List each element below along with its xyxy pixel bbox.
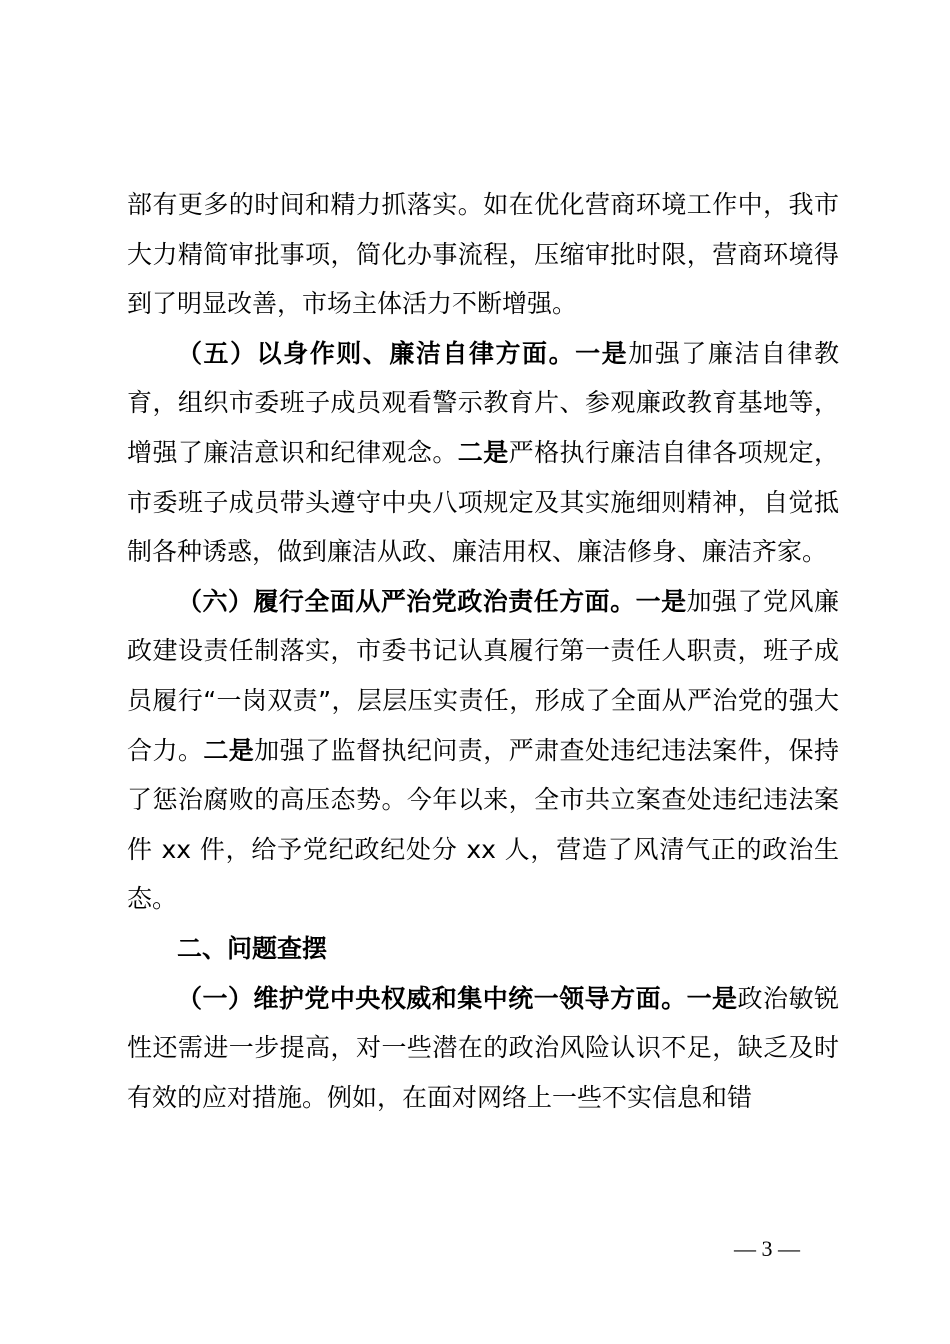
page-number: — 3 — xyxy=(734,1236,800,1261)
text-run: 部有更多的时间和精力抓落实。如在优化营商环境工作中，我市大力精简审批事项，简化办事流程，压缩审批时限，营商环境得到了明显改善，市场主体活力不断增强。 xyxy=(127,190,839,319)
text-run: 政治敏锐性还需进一步提高，对一些潜在的政治风险认识不足，缺乏及时有效的应对措施。例如，在面对网络上一些不实信息和错 xyxy=(127,983,839,1112)
paragraph-continuation xyxy=(127,180,839,329)
emphasis-run: 二是 xyxy=(457,437,509,467)
paragraph-section-five xyxy=(127,329,839,577)
document-body xyxy=(127,180,839,1122)
section-heading-problems xyxy=(127,924,839,974)
chapter-heading: 二、问题查摆 xyxy=(177,933,328,963)
paragraph-section-six xyxy=(127,577,839,924)
section-heading-run: （六）履行全面从严治党政治责任方面。一是 xyxy=(177,586,687,616)
emphasis-run: 二是 xyxy=(203,735,255,765)
text-run: 加强了监督执纪问责，严肃查处违纪违法案件，保持了惩治腐败的高压态势。今年以来，全市共立案查处违纪违法案件 xx 件，给予党纪政纪处分 xx 人，营造了风清气正的政治生态。 xyxy=(127,735,839,914)
section-heading-run: （五）以身作则、廉洁自律方面。一是 xyxy=(177,338,629,368)
section-heading-run: （一）维护党中央权威和集中统一领导方面。一是 xyxy=(177,983,738,1013)
paragraph-problem-one xyxy=(127,974,839,1123)
text-run: 加强了党风廉政建设责任制落实，市委书记认真履行第一责任人职责，班子成员履行“一岗双责”，层层压实责任，形成了全面从严治党的强大合力。 xyxy=(127,586,839,765)
text-run: 严格执行廉洁自律各项规定，市委班子成员带头遵守中央八项规定及其实施细则精神，自觉抵制各种诱惑，做到廉洁从政、廉洁用权、廉洁修身、廉洁齐家。 xyxy=(127,437,839,567)
text-run: 加强了廉洁自律教育，组织市委班子成员观看警示教育片、参观廉政教育基地等，增强了廉洁意识和纪律观念。 xyxy=(127,338,839,467)
